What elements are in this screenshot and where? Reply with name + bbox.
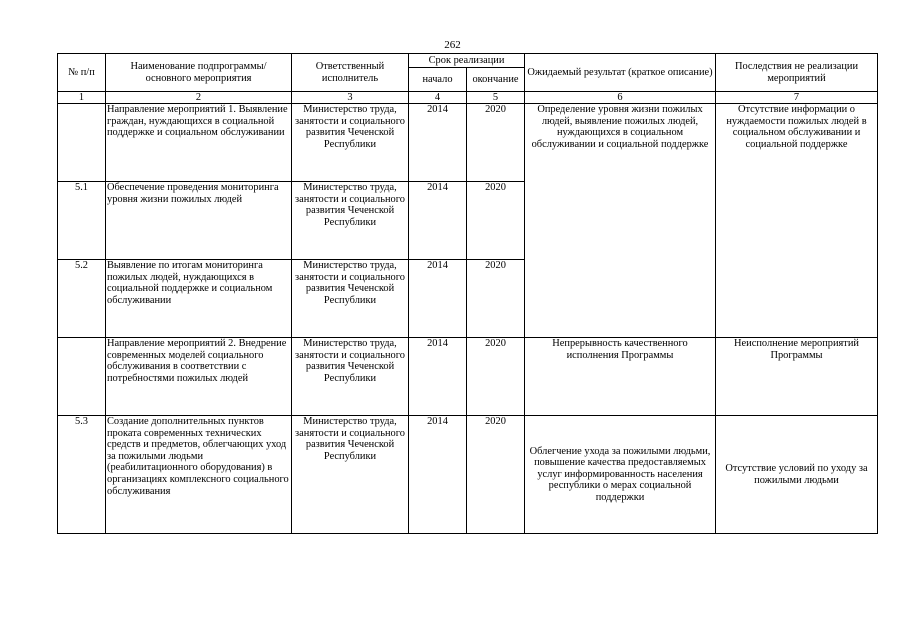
column-number: 6 xyxy=(525,92,716,104)
column-number-row xyxy=(58,92,878,104)
row-responsible: Министерство труда, занятости и социального развития Чеченской Республики xyxy=(292,104,409,182)
header-responsible: Ответственный исполнитель xyxy=(292,54,409,92)
row-name: Выявление по итогам мониторинга пожилых людей, нуждающихся в социальной поддержке и социальном обслуживании xyxy=(106,260,292,338)
row-number: 5.2 xyxy=(58,260,106,338)
table-row xyxy=(58,104,878,182)
group2-consequence: Неисполнение мероприятий Программы xyxy=(716,338,878,416)
row-number: 5.3 xyxy=(58,416,106,534)
row-end: 2020 xyxy=(467,416,525,534)
row-name: Направление мероприятий 2. Внедрение современных моделей социального обслуживания в соответствии с потребностями пожилых людей xyxy=(106,338,292,416)
header-end: окончание xyxy=(467,68,525,92)
row-responsible: Министерство труда, занятости и социального развития Чеченской Республики xyxy=(292,182,409,260)
group1-consequence: Отсутствие информации о нуждаемости пожилых людей в социальном обслуживании и социальной поддержке xyxy=(716,104,878,338)
row-start: 2014 xyxy=(409,260,467,338)
program-measures-table xyxy=(57,53,878,534)
group1-result: Определение уровня жизни пожилых людей, выявление пожилых людей, нуждающихся в социальном обслуживании и социальной поддержке xyxy=(525,104,716,338)
page-number: 262 xyxy=(444,39,461,51)
group2-result: Непрерывность качественного исполнения Программы xyxy=(525,338,716,416)
row-number xyxy=(58,338,106,416)
group3-result: Облегчение ухода за пожилыми людьми, повышение качества предоставляемых услуг информированность населения республики о мерах социальной поддержки xyxy=(525,416,716,534)
header-name: Наименование подпрограммы/ основного мероприятия xyxy=(106,54,292,92)
column-number: 1 xyxy=(58,92,106,104)
row-end: 2020 xyxy=(467,338,525,416)
header-start: начало xyxy=(409,68,467,92)
row-start: 2014 xyxy=(409,416,467,534)
row-responsible: Министерство труда, занятости и социального развития Чеченской Республики xyxy=(292,416,409,534)
row-start: 2014 xyxy=(409,338,467,416)
column-number: 5 xyxy=(467,92,525,104)
row-responsible: Министерство труда, занятости и социального развития Чеченской Республики xyxy=(292,338,409,416)
row-name: Направление мероприятий 1. Выявление граждан, нуждающихся в социальной поддержке и социальном обслуживании xyxy=(106,104,292,182)
row-end: 2020 xyxy=(467,260,525,338)
row-name: Создание дополнительных пунктов проката современных технических средств и предметов, облегчающих уход за пожилыми людьми (реабилитационного оборудования) в организациях комплексного социального обслуживания xyxy=(106,416,292,534)
column-number: 4 xyxy=(409,92,467,104)
table-row xyxy=(58,338,878,416)
row-end: 2020 xyxy=(467,182,525,260)
column-number: 2 xyxy=(106,92,292,104)
group3-consequence: Отсутствие условий по уходу за пожилыми людьми xyxy=(716,416,878,534)
row-name: Обеспечение проведения мониторинга уровня жизни пожилых людей xyxy=(106,182,292,260)
row-end: 2020 xyxy=(467,104,525,182)
row-responsible: Министерство труда, занятости и социального развития Чеченской Республики xyxy=(292,260,409,338)
header-result: Ожидаемый результат (краткое описание) xyxy=(525,54,716,92)
row-number: 5.1 xyxy=(58,182,106,260)
column-number: 3 xyxy=(292,92,409,104)
header-consequences: Последствия не реализации мероприятий xyxy=(716,54,878,92)
column-number: 7 xyxy=(716,92,878,104)
row-start: 2014 xyxy=(409,182,467,260)
row-start: 2014 xyxy=(409,104,467,182)
header-term: Срок реализации xyxy=(409,54,525,68)
table-row xyxy=(58,416,878,534)
row-number xyxy=(58,104,106,182)
header-number: № п/п xyxy=(58,54,106,92)
